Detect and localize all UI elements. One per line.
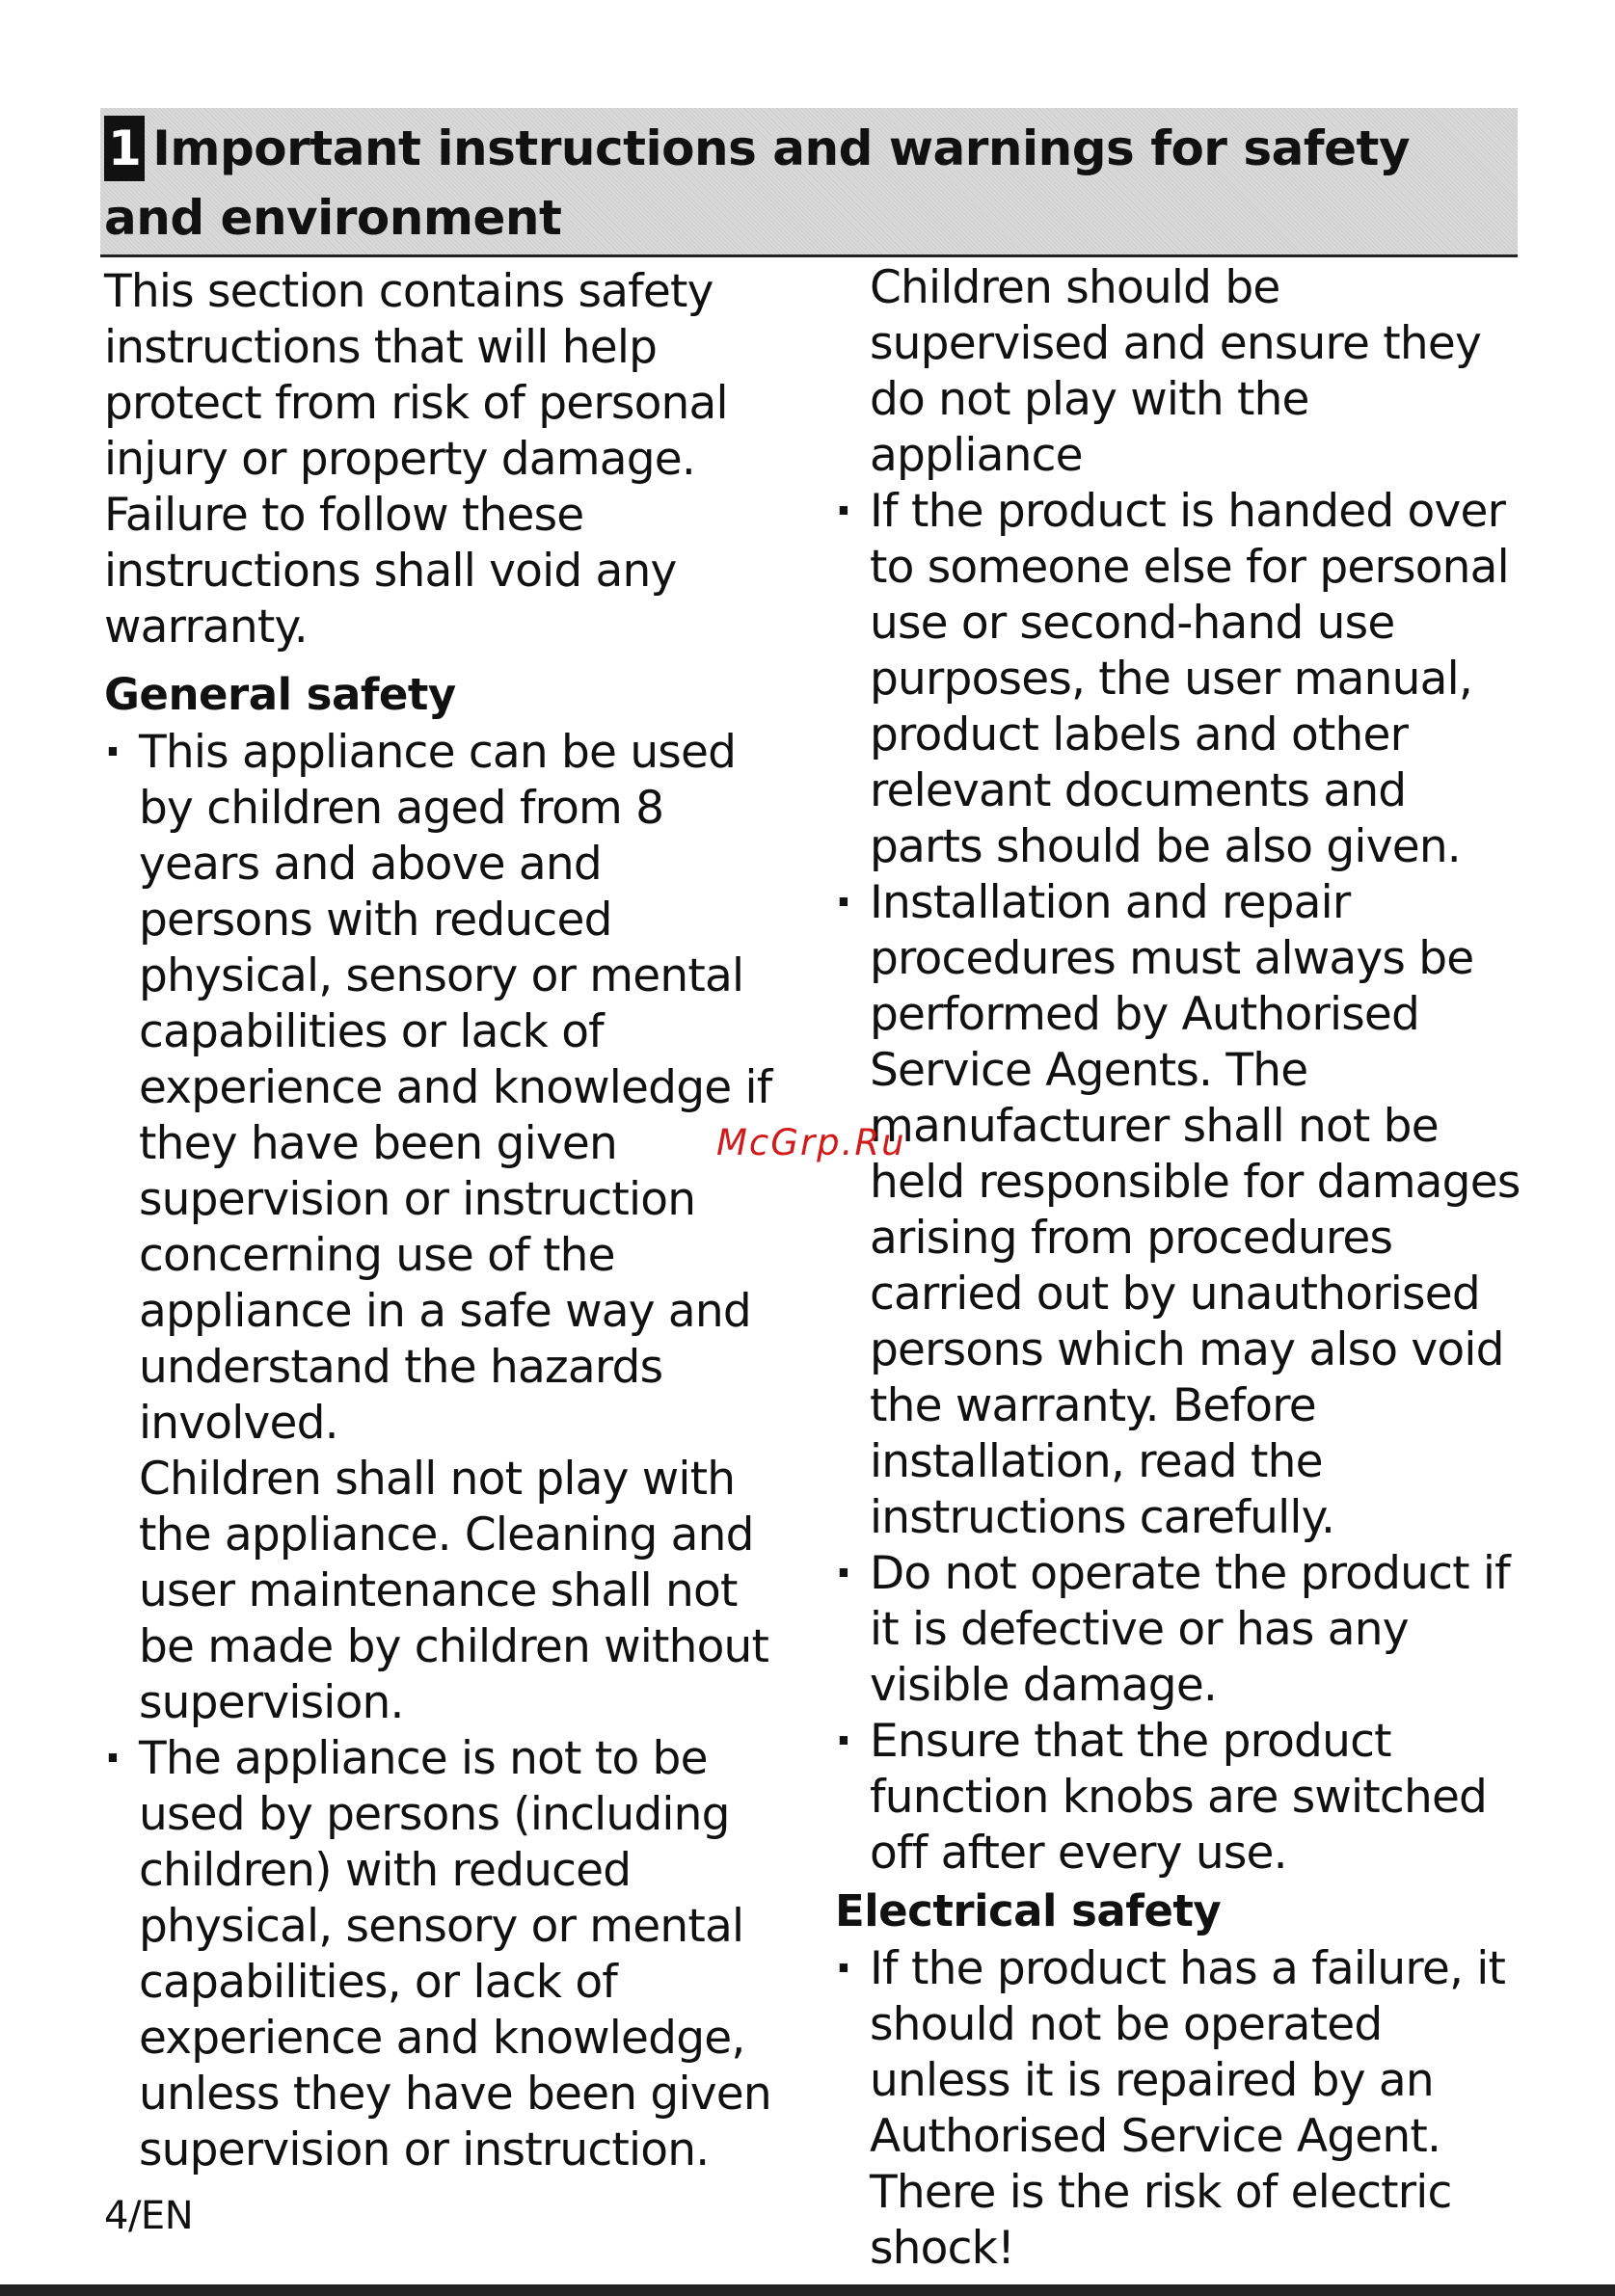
list-item: · Installation and repair procedures must always be performed by Authorised Service Agents. The manufacturer shall not be held responsible for damages arising from procedures carried out by unauthorised persons which may also void the warranty. Before installation, read the instructions carefully. bbox=[835, 875, 1521, 1546]
list-item: · Ensure that the product function knobs are switched off after every use. bbox=[835, 1714, 1521, 1882]
electrical-safety-heading: Electrical safety bbox=[835, 1885, 1222, 1936]
general-safety-heading: General safety bbox=[104, 669, 456, 720]
chapter-number: 1 bbox=[104, 116, 145, 181]
list-item-continued-text: Children shall not play with the appliance. Cleaning and user maintenance shall not be made by children without supervision. bbox=[139, 1453, 769, 1729]
chapter-title: Important instructions and warnings for safety and environment bbox=[104, 120, 1411, 246]
watermark: McGrp.Ru bbox=[716, 1122, 906, 1163]
bottom-rule bbox=[0, 2284, 1615, 2296]
general-safety-list bbox=[104, 725, 779, 2178]
right-column bbox=[835, 260, 1521, 2277]
list-item: · If the product has a failure, it should not be operated unless it is repaired by an Authorised Service Agent. There is the risk of electric shock! bbox=[835, 1941, 1521, 2277]
page-number: 4/EN bbox=[104, 2194, 194, 2238]
left-column bbox=[104, 264, 779, 2178]
continued-paragraph: Children should be supervised and ensure they do not play with the appliance bbox=[870, 261, 1482, 482]
list-item: · Do not operate the product if it is defective or has any visible damage. bbox=[835, 1546, 1521, 1714]
general-safety-list-continued bbox=[835, 484, 1521, 1882]
list-item-text: This appliance can be used by children aged from 8 years and above and persons with reduced physical, sensory or mental capabilities or lack of experience and knowledge if they have been given supervision or instruction concerning use of the appliance in a safe way and understand the hazards involved. bbox=[139, 726, 772, 1450]
list-item bbox=[104, 725, 779, 1731]
intro-paragraph: This section contains safety instructions that will help protect from risk of personal injury or property damage. Failure to follow these instructions shall void any warranty. bbox=[104, 265, 728, 654]
electrical-safety-list bbox=[835, 1941, 1521, 2277]
list-item: · If the product is handed over to someone else for personal use or second-hand use purposes, the user manual, product labels and other relevant documents and parts should be also given. bbox=[835, 484, 1521, 875]
chapter-heading bbox=[104, 114, 1493, 253]
list-item: · The appliance is not to be used by persons (including children) with reduced physical, sensory or mental capabilities, or lack of experience and knowledge, unless they have been given supervision or instruction. bbox=[104, 1731, 779, 2178]
